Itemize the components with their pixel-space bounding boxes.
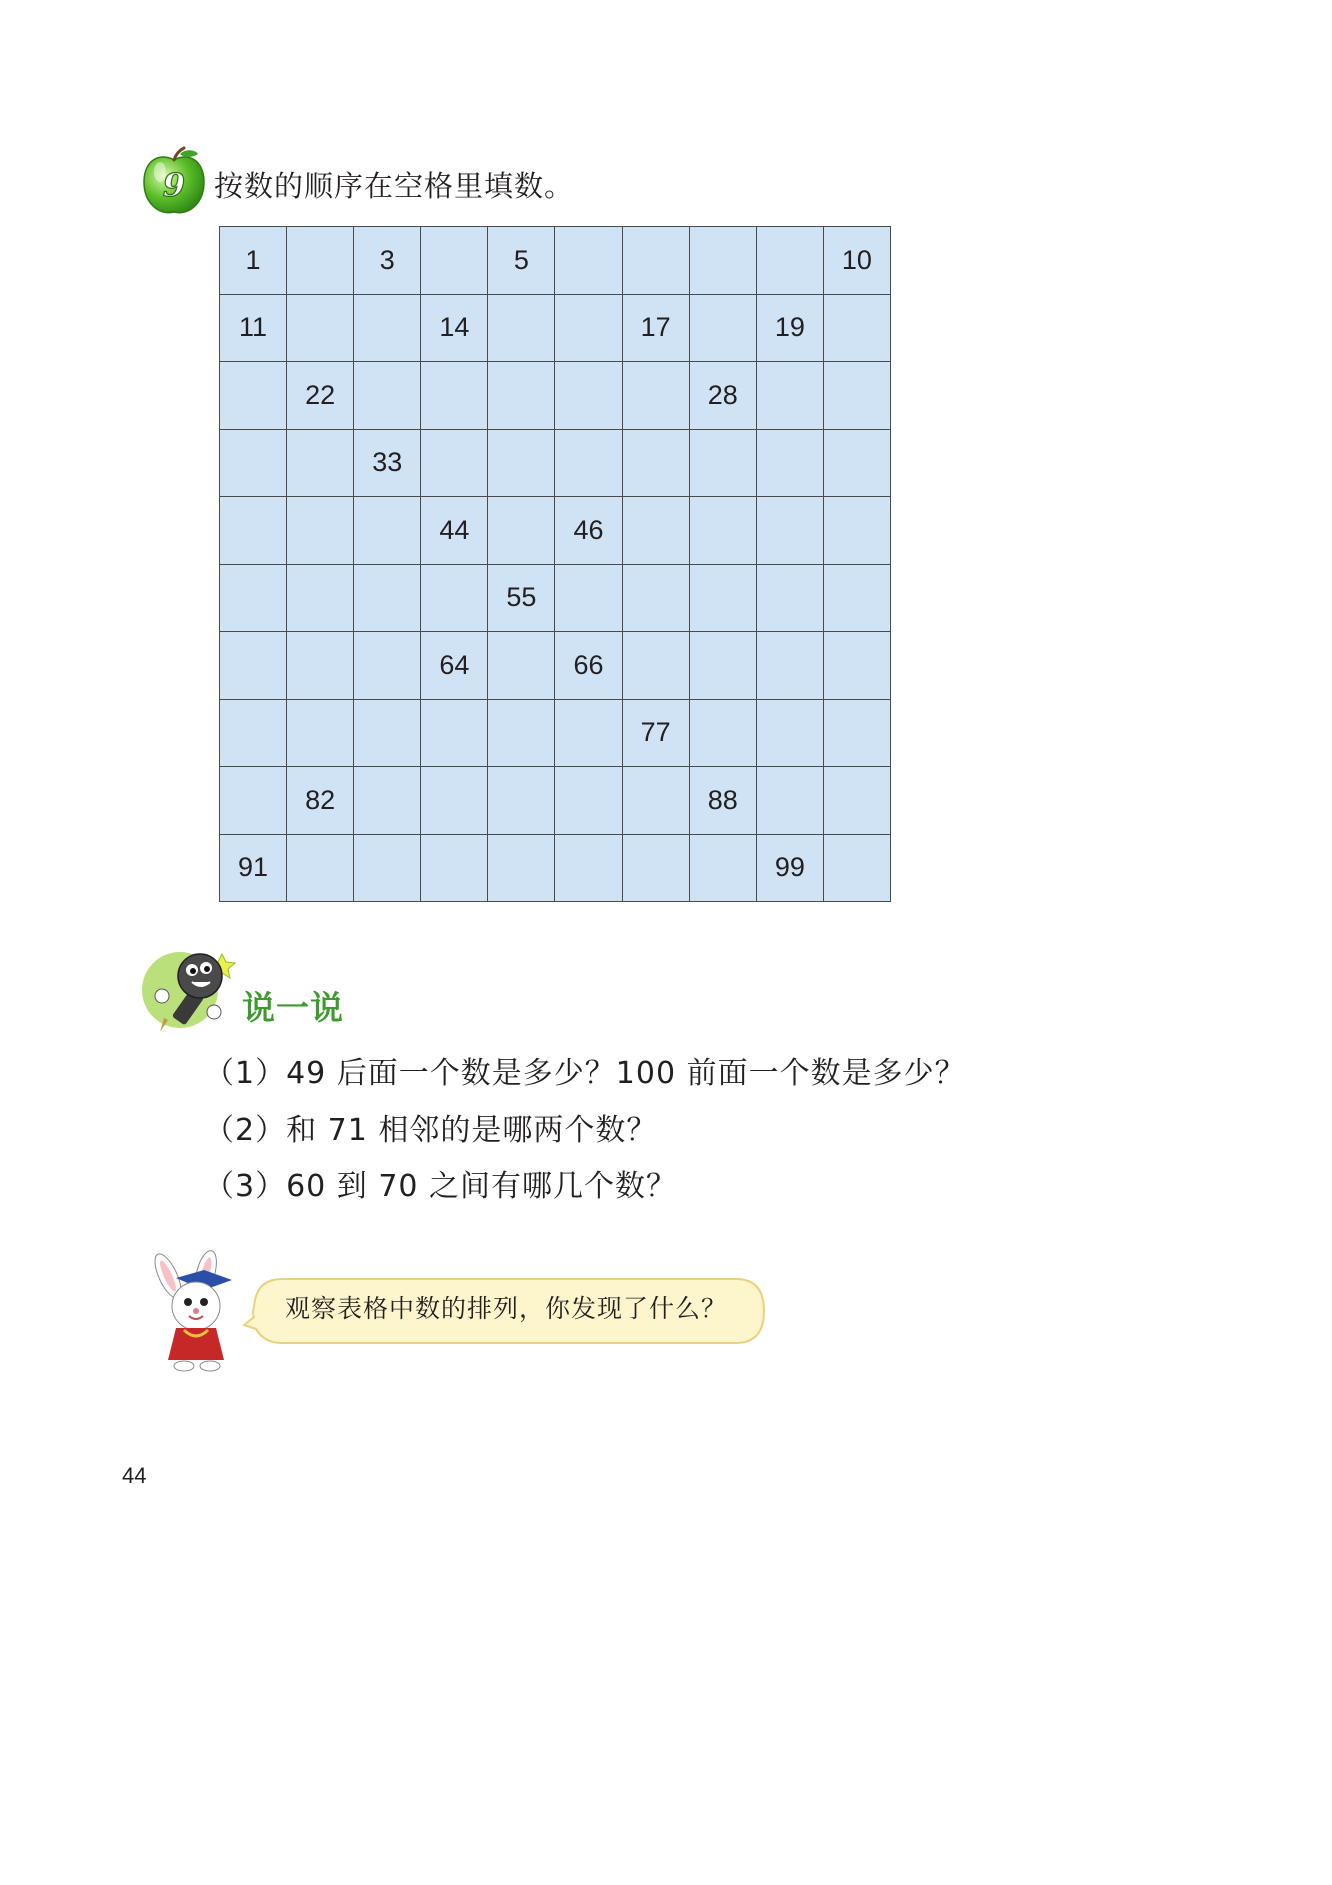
grid-cell[interactable] [421, 835, 488, 903]
grid-cell[interactable] [488, 295, 555, 363]
grid-cell[interactable] [824, 362, 891, 430]
grid-cell[interactable] [757, 632, 824, 700]
grid-cell[interactable] [555, 227, 622, 295]
grid-cell[interactable] [757, 767, 824, 835]
grid-cell[interactable]: 66 [555, 632, 622, 700]
grid-cell[interactable]: 91 [220, 835, 287, 903]
grid-cell[interactable] [488, 362, 555, 430]
grid-cell[interactable] [220, 700, 287, 768]
question-2: （2）和 71 相邻的是哪两个数？ [204, 1113, 658, 1148]
grid-cell[interactable] [421, 700, 488, 768]
grid-cell[interactable] [354, 700, 421, 768]
grid-cell[interactable] [757, 565, 824, 633]
grid-cell[interactable] [555, 295, 622, 363]
grid-cell[interactable]: 46 [555, 497, 622, 565]
grid-cell[interactable]: 19 [757, 295, 824, 363]
grid-cell[interactable] [354, 362, 421, 430]
grid-cell[interactable] [488, 767, 555, 835]
grid-cell[interactable] [220, 497, 287, 565]
grid-cell[interactable] [757, 700, 824, 768]
grid-cell[interactable] [488, 835, 555, 903]
grid-cell[interactable] [354, 632, 421, 700]
grid-cell[interactable] [757, 430, 824, 498]
grid-cell[interactable]: 11 [220, 295, 287, 363]
grid-cell[interactable] [287, 295, 354, 363]
grid-cell[interactable]: 5 [488, 227, 555, 295]
grid-cell[interactable] [824, 835, 891, 903]
grid-cell[interactable]: 28 [690, 362, 757, 430]
grid-cell[interactable]: 55 [488, 565, 555, 633]
grid-cell[interactable]: 14 [421, 295, 488, 363]
grid-cell[interactable]: 99 [757, 835, 824, 903]
grid-cell[interactable]: 22 [287, 362, 354, 430]
exercise-instruction: 按数的顺序在空格里填数。 [214, 169, 575, 203]
speech-bubble-text: 观察表格中数的排列，你发现了什么？ [285, 1294, 728, 1323]
grid-cell[interactable] [287, 700, 354, 768]
grid-cell[interactable] [220, 767, 287, 835]
number-grid [219, 226, 891, 902]
grid-cell[interactable]: 17 [623, 295, 690, 363]
grid-cell[interactable] [555, 700, 622, 768]
grid-cell[interactable] [220, 565, 287, 633]
grid-cell[interactable] [623, 835, 690, 903]
grid-cell[interactable] [488, 430, 555, 498]
grid-cell[interactable]: 82 [287, 767, 354, 835]
grid-cell[interactable] [690, 632, 757, 700]
grid-cell[interactable] [555, 565, 622, 633]
grid-cell[interactable]: 88 [690, 767, 757, 835]
apple-number-icon [140, 146, 208, 218]
grid-cell[interactable] [824, 430, 891, 498]
grid-cell[interactable] [824, 632, 891, 700]
grid-cell[interactable] [354, 565, 421, 633]
grid-cell[interactable] [623, 362, 690, 430]
grid-cell[interactable]: 10 [824, 227, 891, 295]
grid-cell[interactable] [690, 227, 757, 295]
grid-cell[interactable] [623, 227, 690, 295]
grid-cell[interactable] [623, 565, 690, 633]
grid-cell[interactable] [757, 497, 824, 565]
grid-cell[interactable] [690, 700, 757, 768]
grid-cell[interactable] [354, 835, 421, 903]
grid-cell[interactable] [623, 632, 690, 700]
grid-cell[interactable] [623, 430, 690, 498]
grid-cell[interactable]: 44 [421, 497, 488, 565]
grid-cell[interactable]: 33 [354, 430, 421, 498]
grid-cell[interactable] [354, 767, 421, 835]
say-it-title: 说一说 [242, 988, 344, 1027]
grid-cell[interactable] [757, 227, 824, 295]
grid-cell[interactable] [824, 565, 891, 633]
grid-cell[interactable] [824, 767, 891, 835]
grid-cell[interactable] [690, 565, 757, 633]
grid-cell[interactable] [287, 497, 354, 565]
grid-cell[interactable] [354, 295, 421, 363]
microphone-mascot-icon [140, 940, 240, 1035]
grid-cell[interactable] [488, 497, 555, 565]
grid-cell[interactable] [488, 632, 555, 700]
grid-cell[interactable] [623, 497, 690, 565]
grid-cell[interactable] [287, 565, 354, 633]
grid-cell[interactable] [421, 565, 488, 633]
exercise-number: 9 [162, 166, 186, 204]
grid-cell[interactable]: 3 [354, 227, 421, 295]
grid-cell[interactable] [287, 430, 354, 498]
grid-cell[interactable] [287, 835, 354, 903]
grid-cell[interactable] [421, 430, 488, 498]
grid-cell[interactable]: 1 [220, 227, 287, 295]
grid-cell[interactable] [824, 295, 891, 363]
grid-cell[interactable] [824, 700, 891, 768]
grid-cell[interactable] [354, 497, 421, 565]
grid-cell[interactable] [824, 497, 891, 565]
grid-cell[interactable] [287, 227, 354, 295]
question-1: （1）49 后面一个数是多少？100 前面一个数是多少？ [204, 1056, 966, 1091]
grid-cell[interactable] [555, 767, 622, 835]
grid-cell[interactable] [220, 362, 287, 430]
grid-cell[interactable]: 77 [623, 700, 690, 768]
grid-cell[interactable] [757, 362, 824, 430]
grid-cell[interactable] [421, 227, 488, 295]
grid-cell[interactable] [690, 497, 757, 565]
grid-cell[interactable] [690, 430, 757, 498]
grid-cell[interactable] [421, 767, 488, 835]
grid-cell[interactable] [488, 700, 555, 768]
grid-cell[interactable] [690, 295, 757, 363]
question-3: （3）60 到 70 之间有哪几个数？ [204, 1169, 678, 1204]
grid-cell[interactable] [421, 362, 488, 430]
page-number: 44 [122, 1463, 147, 1488]
grid-cell[interactable] [287, 632, 354, 700]
grid-cell[interactable] [555, 430, 622, 498]
grid-cell[interactable] [220, 632, 287, 700]
rabbit-mascot-icon [140, 1248, 250, 1373]
grid-cell[interactable] [555, 835, 622, 903]
grid-cell[interactable] [623, 767, 690, 835]
grid-cell[interactable] [690, 835, 757, 903]
grid-cell[interactable] [555, 362, 622, 430]
grid-cell[interactable]: 64 [421, 632, 488, 700]
grid-cell[interactable] [220, 430, 287, 498]
